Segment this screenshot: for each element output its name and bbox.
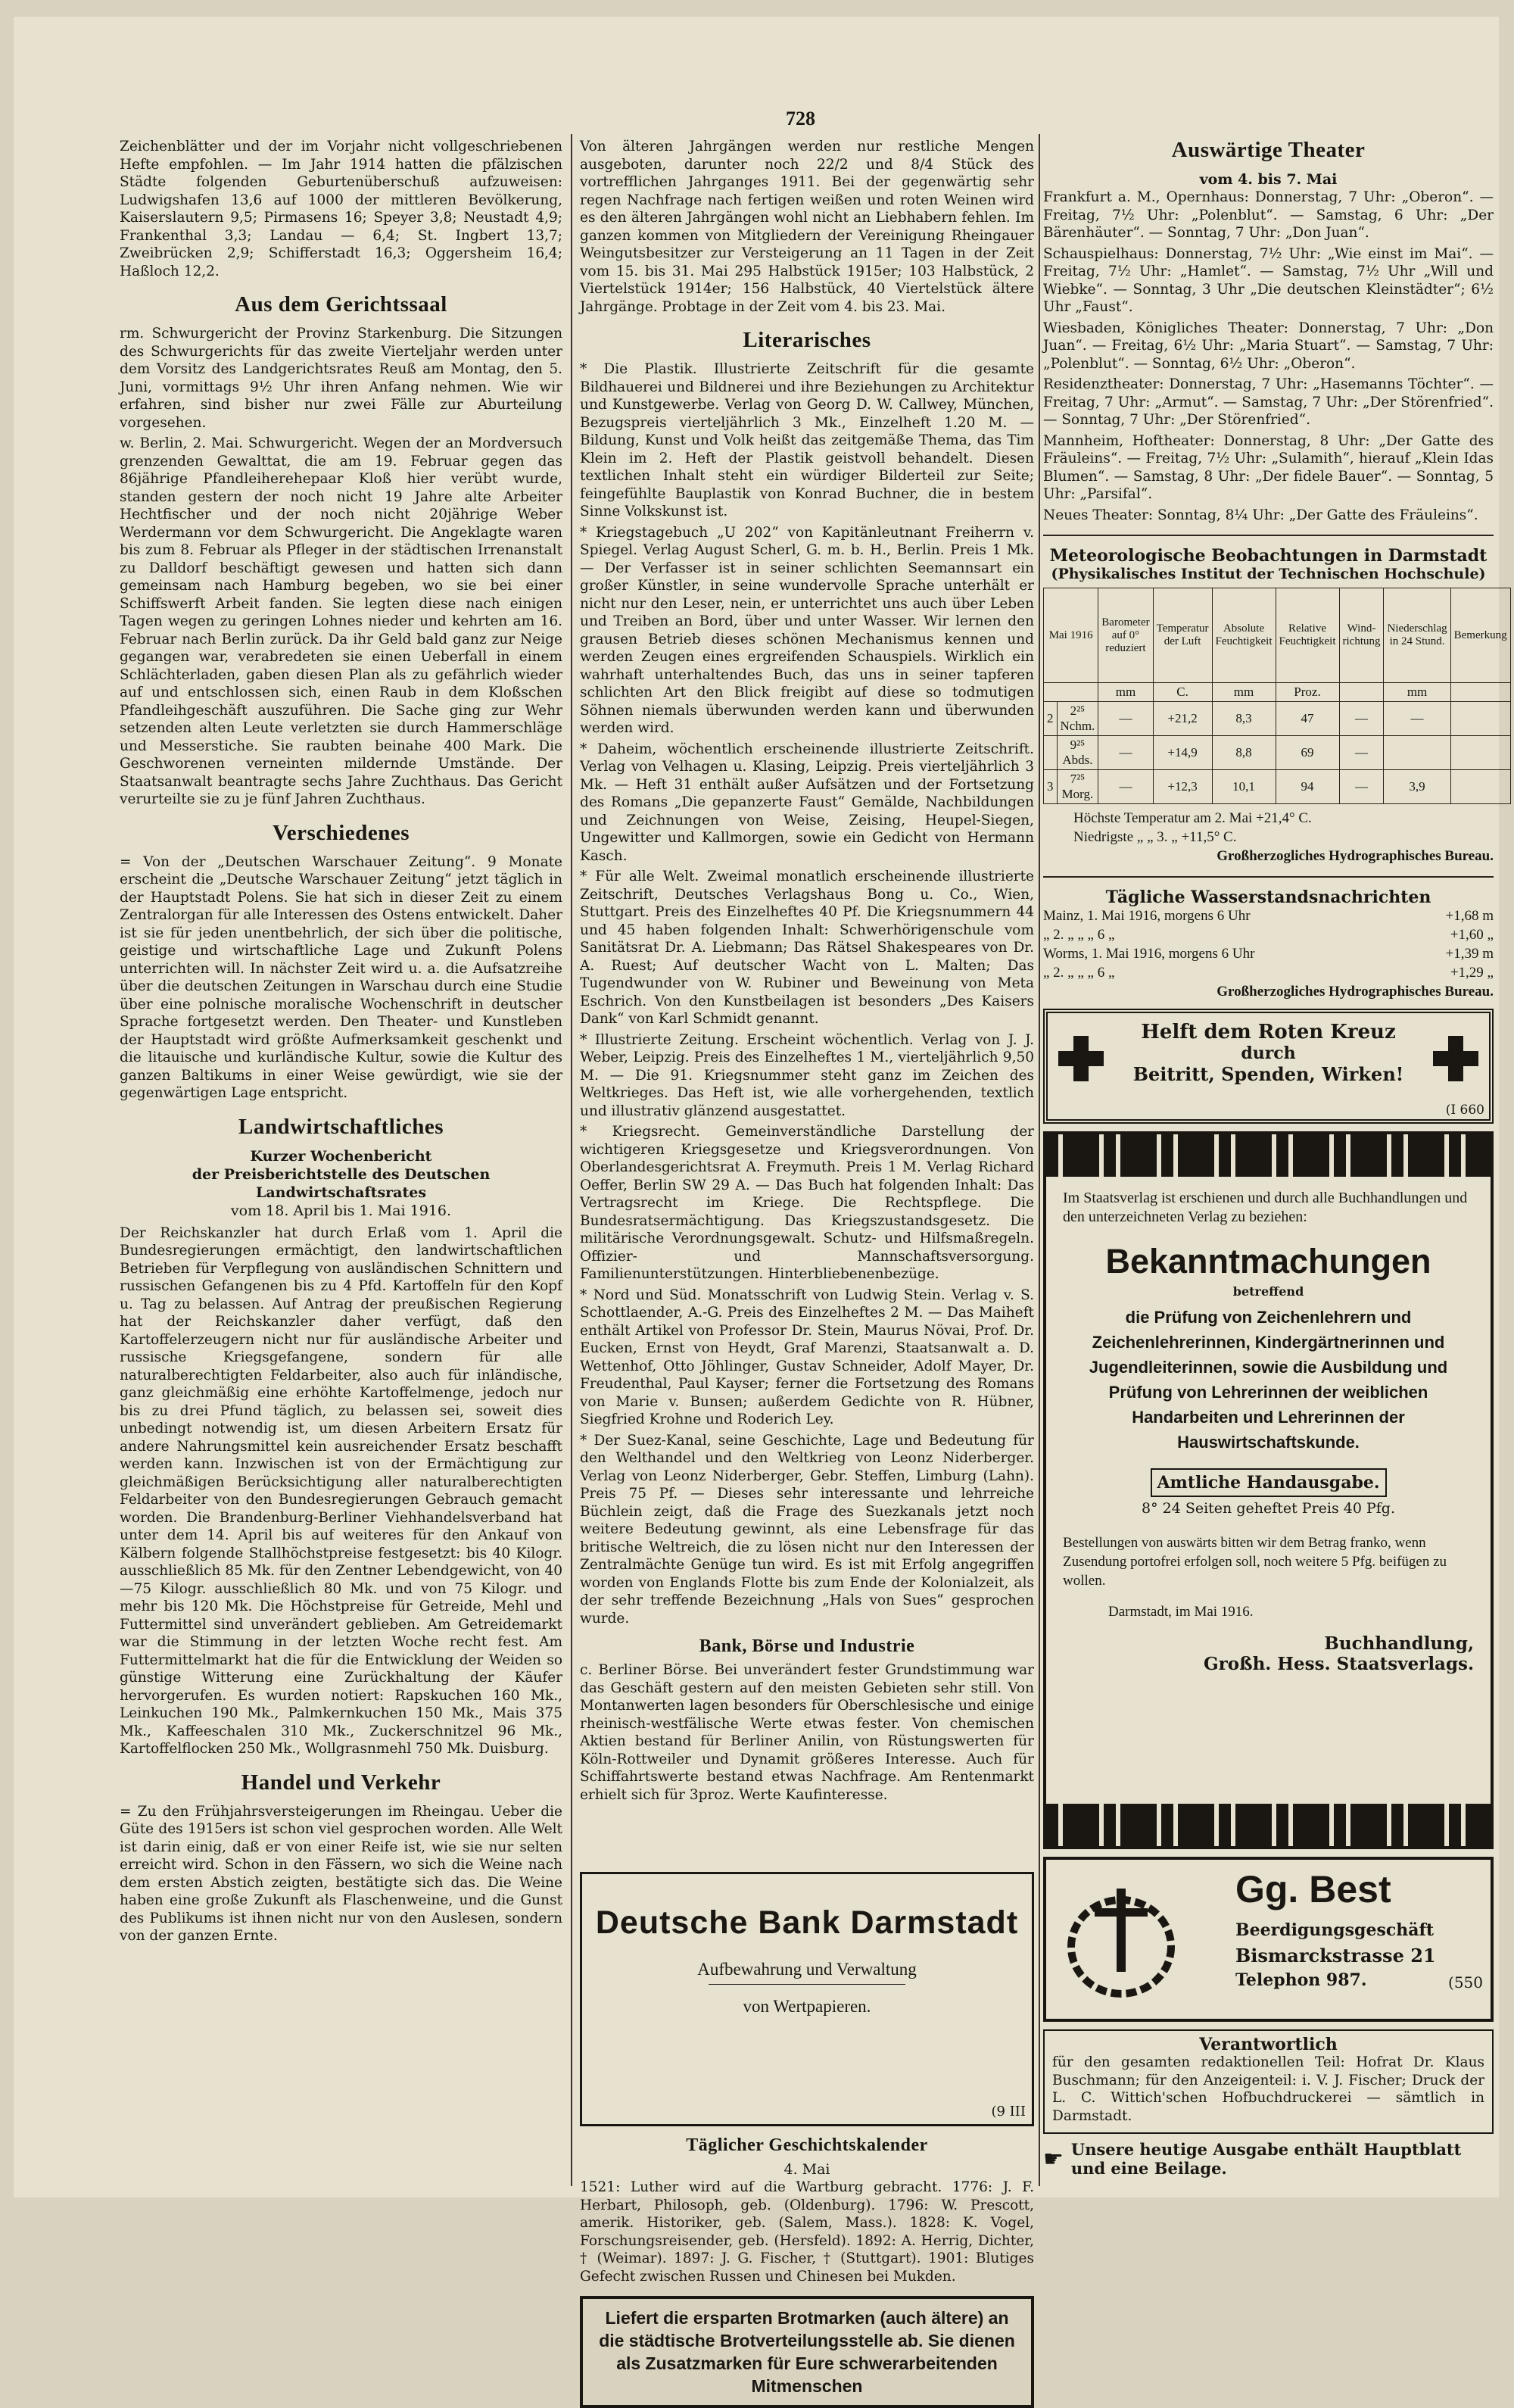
theater-mannheim: Mannheim, Hoftheater: Donnerstag, 8 Uhr: „Der Gatte des Fräuleins“. — Freitag, 7½ Uhr: „Sulamith“, hierauf „Klein Idas Blumen“. — Samstag, 8 Uhr: „Der fidele Bauer“. — Sonntag, 5 Uhr: „Parsifal“. [1043,432,1494,502]
footer-note-text: Unsere heutige Ausgabe enthält Hauptblatt und eine Beilage. [1070,2140,1462,2178]
verlag-betreffend: betreffend [1232,1284,1304,1299]
wasserstand-label: „ 2. „ „ „ 6 „ [1043,927,1115,943]
bank-ad-title: Deutsche Bank Darmstadt [595,1904,1019,1941]
met-cell: 2 [1044,702,1058,736]
ornament-band [1046,1804,1491,1846]
met-cell [1044,736,1058,770]
heading-handel-verkehr: Handel und Verkehr [241,1770,441,1795]
verantwortlich-title: Verantwortlich [1199,2035,1338,2054]
column-1 [120,138,562,2182]
met-header-barometer: Barometer auf 0° reduziert [1098,588,1153,683]
verlag-bestellungen: Bestellungen von auswärts bitten wir dem Betrag franko, wenn Zusendung portofrei erfolgen soll, noch weitere 5 Pfg. beifügen zu wollen. [1063,1535,1447,1589]
theater-schauspielhaus: Schauspielhaus: Donnerstag, 7½ Uhr: „Wie einst im Mai“. — Freitag, 7½ Uhr: „Hamlet“. — Samstag, 7½ Uhr „Will und Wiebke“. — Sonntag, 3 Uhr „Die deutschen Kleinstädter“; 6½ Uhr „Faust“. [1043,245,1494,315]
heading-landwirtschaftliches: Landwirtschaftliches [238,1114,444,1139]
verlag-signatur-1: Buchhandlung, [1324,1633,1474,1654]
best-line-1: Beerdigungsgeschäft [1235,1920,1435,1940]
column-rule-1 [571,134,572,2186]
met-cell: 3,9 [1384,770,1450,804]
met-header-wind: Wind-richtung [1339,588,1384,683]
table-row [1044,770,1511,804]
met-header-abs-feuchte: Absolute Feuchtigkeit [1212,588,1276,683]
met-unit [1339,683,1384,702]
met-unit: mm [1098,683,1153,702]
heading-auswaertige-theater: Auswärtige Theater [1171,138,1366,162]
best-name: Gg. Best [1235,1868,1391,1910]
paragraph-fuer-alle-welt: * Für alle Welt. Zweimal monatlich erscheinende illustrierte Zeitschrift, Deutsches Verlagshaus Bong u. Co., Wien, Stuttgart. Preis des Einzelheftes 40 Pf. Die Kriegsnummern 44 und 45 haben folgenden Inhalt: Schwerhörigenschule vom Sanitätsrat Dr. A. Liebmann; Das Rätsel Shakespeares von Dr. A. Ruest; Auf deutscher Wacht von L. Malten; Das Tugendwunder von W. Rubiner und Beweinung von Meta Eschrich. Von den Kunstbeilagen ist besonders „Des Kaisers Dank“ von Karl Schmidt genannt. [580,869,1034,1027]
paragraph-wochenbericht: Der Reichskanzler hat durch Erlaß vom 1. April die Bundesregierungen ermächtigt, den landwirtschaftlichen Betrieben für Verpflegung von ausländischen Schnittern und russischen Gefangenen bis zu 4 Pfd. Kartoffeln für den Kopf u. Tag zu belassen. Auf Antrag der preußischen Regierung hat der Reichskanzler daher verfügt, daß den Kartoffelerzeugern nicht nur für ausländische Arbeiter und russische Kriegsgefangene, sondern für alle naturalberechtigten Feldarbeiter, also auch für inländische, ganz gleichmäßig eine erhöhte Kartoffelmenge, jedoch nur bis zu drei Pfund täglich, zu belassen sei, soweit dies unbedingt notwendig ist, um diesen Arbeitern Ersatz für andere Nahrungsmittel kein ausreichender Ersatz beschafft werden kann. Inzwischen ist von der Ermächtigung zur gleichmäßigen Berücksichtigung aller naturalberechtigten Feldarbeiter von den Bundesregierungen Gebrauch gemacht worden. Die Brandenburg-Berliner Viehhandelsverband hat unter dem 14. April bis auf weiteres für den Ankauf von Kälbern folgende Stallhöchstpreise festgesetzt: bis 40 Kilogr. ausschließlich 85 Mk. für den Zentner Lebendgewicht, von 40—75 Kilogr. ausschließlich 80 Mk. und von 75 Kilogr. und mehr bis 120 Mk. Die Höchstpreise für Getreide, Mehl und Futtermittel sind unverändert geblieben. Am Getreidemarkt war die Stimmung in der letzten Woche recht fest. Am Futtermittelmarkt hat die für die Entwicklung der Weiden so günstige Witterung eine Zurückhaltung der Käufer hervorgerufen. Es wurden notiert: Rapskuchen 160 Mk., Leinkuchen 190 Mk., Palmkernkuchen 150 Mk., Mais 375 Mk., Kaffeeschalen 310 Mk., Zuckerschnitzel 96 Mk., Kartoffelflocken 250 Mk., Wollgrasnmehl 750 Mk. Duisburg. [120,1224,562,1757]
red-cross-line-2: durch [1241,1043,1296,1063]
verlag-preis: 8° 24 Seiten geheftet Preis 40 Pfg. [1141,1500,1396,1517]
paragraph-plastik: * Die Plastik. Illustrierte Zeitschrift für die gesamte Bildhauerei und Bildnerei und ihre Beziehungen zu Architektur und Kunstgewerbe. Verlag von Georg D. W. Callwey, München, Bezugspreis vierteljährlich 3 Mk., Einzelheft 1.20 M. — Bildung, Kunst und Volk heißt das zeitgemäße Thema, das Tim Klein im 2. Heft der Plastik geistvoll behandelt. Diesen textlichen Inhalt steht ein würdiger Bilderteil zur Seite; feingefühlte Bauplastik von Konrad Buchner, die in bestem Sinne Volkskunst ist. [580,361,1034,519]
heading-bank-boerse: Bank, Börse und Industrie [699,1636,915,1656]
paragraph-warschauer-zeitung: = Von der „Deutschen Warschauer Zeitung“. 9 Monate erscheint die „Deutsche Warschauer Zeitung“ jetzt täglich in der Hauptstadt Polens. Sie hat sich in dieser Zeit zu einem Zentralorgan für alle Interessen des Ostens entwickelt. Daher ist sie für jeden unentbehrlich, der sich über die politische, geistige und wirtschaftliche Lage und Zukunft Polens unterrichten will. In nächster Zeit wird u. a. die Aufsatzreihe über die deutschen Zeitungen in Warschau durch eine Studie über eine polnische moralische Wochenschrift in deutscher Sprache fortgesetzt werden. Den Theater- und Kunstleben der Hauptstadt wird größte Aufmerksamkeit geschenkt und die litauische und kurländische Kultur, sowie die Kultur des ganzen Baltikums in einer Weise gewürdigt, wie sie der gegenwärtigen Lage entspricht. [120,853,562,1101]
wasserstand-row [1043,963,1494,982]
met-cell: 8,3 [1212,702,1276,736]
landw-subtitle-1: Kurzer Wochenbericht [250,1147,432,1165]
met-cell: — [1339,702,1384,736]
theater-wiesbaden: Wiesbaden, Königliches Theater: Donnerstag, 7 Uhr: „Don Juan“. — Freitag, 6½ Uhr: „Maria Stuart“. — Samstag, 7 Uhr: „Polenblut“. — Sonntag, 6½ Uhr: „Oberon“. [1043,320,1494,372]
met-cell: — [1098,736,1153,770]
heading-verschiedenes: Verschiedenes [272,820,410,845]
column-rule-2 [1039,134,1040,2186]
meteorology-table [1043,588,1511,804]
heading-geschichtskalender: Täglicher Geschichtskalender [686,2135,928,2155]
page-number: 728 [786,108,815,129]
met-cell [1450,702,1510,736]
met-unit: mm [1212,683,1276,702]
bank-ad-line-1: Aufbewahrung und Verwaltung [697,1960,917,1979]
met-cell: — [1384,702,1450,736]
wasserstand-row [1043,944,1494,963]
divider [1043,876,1494,878]
met-max: Höchste Temperatur am 2. Mai +21,4° C. [1073,810,1312,826]
met-cell: 94 [1276,770,1339,804]
met-header-mai: Mai 1916 [1044,588,1098,683]
wasserstand-label: Mainz, 1. Mai 1916, morgens 6 Uhr [1043,908,1251,924]
met-unit: C. [1153,683,1212,702]
table-row [1044,736,1511,770]
met-header-bemerkung: Bemerkung [1450,588,1510,683]
met-cell: — [1339,770,1384,804]
met-cell [1450,770,1510,804]
verlag-ort-datum: Darmstadt, im Mai 1916. [1108,1604,1254,1620]
paragraph-kalender: 1521: Luther wird auf die Wartburg gebracht. 1776: J. F. Herbart, Philosoph, geb. (Oldenburg). 1796: W. Prescott, amerik. Historiker, geb. (Salem, Mass.). 1828: K. Vogel, Forschungsreisender, geb. (Hersfeld). 1892: A. Herrig, Dichter, † (Weimar). 1897: J. G. Fischer, † (Stuttgart). 1901: Blutiges Gefecht zwischen Russen und Chinesen bei Mukden. [580,2179,1034,2285]
theater-frankfurt: Frankfurt a. M., Opernhaus: Donnerstag, 7 Uhr: „Oberon“. — Freitag, 7½ Uhr: „Polenblut“. — Samstag, 6 Uhr: „Der Bärenhäuter“. — Sonntag, 7 Uhr: „Don Juan“. [1043,189,1494,241]
red-cross-line-3: Beitritt, Spenden, Wirken! [1132,1063,1404,1085]
landw-subtitle-2: der Preisberichtstelle des Deutschen Landwirtschaftsrates [192,1165,491,1201]
wasserstand-value: +1,39 m [1445,946,1494,962]
best-funeral-ad [1043,1857,1494,2022]
verantwortlich-box [1043,2029,1494,2134]
cross-icon [1058,1036,1104,1081]
met-cell: — [1098,770,1153,804]
met-cell: 3 [1044,770,1058,804]
column-3 [1043,138,1507,2182]
wasserstand-value: +1,29 „ [1450,965,1494,981]
wreath-icon [1057,1875,1185,2004]
paragraph-suez-kanal: * Der Suez-Kanal, seine Geschichte, Lage und Bedeutung für den Welthandel und den Weltkrieg von Leonz Niderberger. Verlag von Leonz Niderberger, Gebr. Steffen, Limburg (Lahn). Preis 75 Pf. — Dieses sehr interessante und lehrreiche Büchlein zeigt, daß die Frage des Suezkanals jetzt noch weitere Bedeutung gewinnt, als eine Lebensfrage für das britische Weltreich, die zu lösen nicht nur den Interessen der Zentralmächte Genüge tun wird. Es ist mit Erfolg angegriffen worden von Englands Flotte bis zum Ende der Kolonialzeit, als der sehr treffende Bezeichnung „Hals von Sues“ gesprochen wurde. [580,1432,1034,1627]
met-cell: — [1098,702,1153,736]
paragraph-illustrierte-zeitung: * Illustrierte Zeitung. Erscheint wöchentlich. Verlag von J. J. Weber, Leipzig. Preis des Einzelheftes 1 M., vierteljährlich 9,50 M. — Die 91. Kriegsnummer steht ganz im Zeichen des Weltkrieges. Das Heft ist, wie alle vorhergehenden, textlich und illustrativ glänzend ausgestattet. [580,1031,1034,1119]
met-unit: mm [1384,683,1450,702]
paragraph-rheingau: = Zu den Frühjahrsversteigerungen im Rheingau. Ueber die Güte des 1915ers ist schon viel gesprochen worden. Alle Welt ist darin einig, daß er von einer Reife ist, wie sie nur selten erreicht wird. Schon in den Fässern, wo sich die Weine nach dem ersten Abstich zeigten, bestätigte sich das. Die Weine haben eine große Zukunft als Flaschenweine, und die Gunst des Publikums ist ihnen nicht nur von den Auslesen, sondern von der ganzen Ernte. [120,1803,562,1944]
met-cell: 8,8 [1212,736,1276,770]
divider [1043,535,1494,536]
kalender-date: 4. Mai [783,2161,830,2178]
bank-ad-code: (9 III [991,2104,1026,2119]
red-cross-line-1: Helft dem Roten Kreuz [1141,1021,1396,1043]
met-unit [1044,683,1098,702]
theater-dates: vom 4. bis 7. Mai [1199,171,1338,188]
brotmarken-ad [580,2296,1034,2408]
paragraph-daheim: * Daheim, wöchentlich erscheinende illustrierte Zeitschrift. Verlag von Velhagen u. Klasing, Leipzig. Preis vierteljährlich 3 Mk. — Heft 31 enthält außer Aufsätzen und der Fortsetzung des Romans „Die gepanzerte Faust“ Gemälde, Nachbildungen und Zeichnungen von Weise, Zeising, Heupel-Siegen, Ungewitter und Kallmorgen, sowie ein Gedicht von Hermann Kasch. [580,741,1034,864]
verlag-title: Bekanntmachungen [1105,1242,1431,1280]
met-header-niederschlag: Niederschlag in 24 Stund. [1384,588,1450,683]
met-cell: — [1339,736,1384,770]
verlag-body: die Prüfung von Zeichenlehrern und Zeichenlehrerinnen, Kindergärtnerinnen und Jugendleiterinnen, sowie die Ausbildung und Prüfung von Lehrerinnen der weiblichen Handarbeiten und Lehrerinnen der Hauswirtschaftskunde. [1089,1308,1448,1452]
deutsche-bank-ad [580,1872,1034,2126]
theater-neues: Neues Theater: Sonntag, 8¼ Uhr: „Der Gatte des Fräuleins“. [1043,507,1478,523]
paragraph-nord-und-sued: * Nord und Süd. Monatsschrift von Ludwig Stein. Verlag v. S. Schottlaender, A.-G. Preis des Einzelheftes 2 M. — Das Maiheft enthält Artikel von Professor Dr. Stein, Maurus Növai, Prof. Dr. Eucken, Ernst von Heydt, Graf Marenzi, Staatsanwalt a. D. Wettenhof, Otto Jöhlinger, Gustav Schneider, Adolf Mayer, Dr. Freudenthal, Paul Kayser; ferner die Fortsetzung des Romans von Marie v. Bunsen; außerdem Gedichte von R. Hübner, Siegfried Krohne und Roderich Ley. [580,1287,1034,1427]
met-cell: 7²⁵ Morg. [1057,770,1098,804]
paragraph-berliner-boerse: c. Berliner Börse. Bei unverändert fester Grundstimmung war das Geschäft gestern auf den meisten Gebieten sehr still. Von Montanwerten lagen besonders für Oberschlesische und einige rheinisch-westfälische Werte etwas fester. Von chemischen Aktien bestand für Berliner Anilin, von Rüstungswerten für Köln-Rottweiler und Dynamit größeres Interesse. Auch für Schiffahrtswerte bestand etwas Nachfrage. Am Rentenmarkt erhielt sich für 3proz. Werte Kaufinteresse. [580,1662,1034,1803]
met-cell: 10,1 [1212,770,1276,804]
wasserstand-value: +1,60 „ [1450,927,1494,943]
met-cell: +14,9 [1153,736,1212,770]
met-cell: 47 [1276,702,1339,736]
met-cell: 9²⁵ Abds. [1057,736,1098,770]
bank-ad-divider [709,1984,905,1985]
meteorology-title: Meteorologische Beobachtungen in Darmstadt [1049,546,1488,566]
column-2 [580,138,1034,2396]
brotmarken-text: Liefert die ersparten Brotmarken (auch ältere) an die städtische Brotverteilungsstelle ab. Sie dienen als Zusatzmarken für Eure schwerarbeitenden Mitmenschen [599,2308,1015,2396]
paragraph-schwurgericht: rm. Schwurgericht der Provinz Starkenburg. Die Sitzungen des Schwurgerichts für das zweite Vierteljahr werden unter dem Vorsitz des Landgerichtsrates Reuß am Montag, den 5. Juni, vormittags 9½ Uhr ihren Anfang nehmen. Wie wir erfahren, sind bisher nur zwei Fälle zur Aburteilung vorgesehen. [120,326,562,431]
paragraph-weinversteigerung: Von älteren Jahrgängen werden nur restliche Mengen ausgeboten, darunter noch 22/2 und 8/4 Stück des vortrefflichen Jahrganges 1911. Bei der gegenwärtig sehr regen Nachfrage nach fertigen weißen und roten Weinen wird es den älteren Jahrgängen wohl nicht an Liebhabern fehlen. Im ganzen kommen von Mitgliedern der Vereinigung Rheingauer Weingutsbesitzer zur Versteigerung an 11 Tagen in der Zeit vom 15. bis 31. Mai 295 Halbstück 1915er; 103 Halbstück, 2 Viertelstück 1914er; 156 Halbstück, 40 Viertelstück ältere Jahrgänge. Probtage in der Zeit vom 4. bis 23. Mai. [580,139,1034,315]
staatsverlag-ad [1043,1131,1494,1849]
paragraph-kriegstagebuch: * Kriegstagebuch „U 202“ von Kapitänleutnant Freiherrn v. Spiegel. Verlag August Scherl, G. m. b. H., Berlin. Preis 1 Mk. — Der Verfasser ist in seiner schlichten Seemannsart ein großer Künstler, in seine wundervolle Sprache unterhält er nicht nur den Leser, nein, er unterrichtet uns auch über Leben und Treiben an Bord, über und unter Wasser. Wir lernen den grausen Betrieb dieses schönen Mechanismus kennen und werden Zeugen eines ergreifenden Schauspiels. Wirklich ein wahrhaft unterhaltendes Buch, das uns in seiner tapferen schlichten Art den Blick freigibt auf diese so todmutigen Söhnen niemals überwunden werden kann und überwunden werden wird. [580,524,1034,736]
met-unit: Proz. [1276,683,1339,702]
met-header-temperatur: Temperatur der Luft [1153,588,1212,683]
verantwortlich-text: für den gesamten redaktionellen Teil: Hofrat Dr. Klaus Buschmann; für den Anzeigenteil: i. V. J. Fischer; Druck der L. C. Wittich'schen Hofbuchdruckerei — sämtlich in Darmstadt. [1052,2054,1484,2124]
best-line-2: Bismarckstrasse 21 [1235,1945,1436,1967]
met-cell: +21,2 [1153,702,1212,736]
newspaper-page [14,17,1507,2396]
wasserstand-source: Großherzogliches Hydrographisches Bureau. [1216,984,1494,1000]
table-row [1044,702,1511,736]
wasserstand-value: +1,68 m [1445,908,1494,924]
wasserstand-label: Worms, 1. Mai 1916, morgens 6 Uhr [1043,946,1255,962]
met-cell [1450,736,1510,770]
wasserstand-row [1043,906,1494,925]
best-line-3: Telephon 987. [1235,1970,1367,1990]
wasserstand-row [1043,925,1494,944]
verlag-ausgabe: Amtliche Handausgabe. [1151,1468,1387,1497]
red-cross-code: (I 660 [1445,1103,1484,1118]
footer-note [1043,2140,1494,2178]
cross-icon [1433,1036,1478,1081]
met-cell [1384,736,1450,770]
heading-gerichtssaal: Aus dem Gerichtssaal [235,292,447,317]
ornament-band [1046,1134,1491,1177]
pointing-hand-icon: ☛ [1043,2145,1064,2173]
bank-ad-line-2: von Wertpapieren. [743,1997,871,2016]
paragraph-kriegsrecht: * Kriegsrecht. Gemeinverständliche Darstellung der wichtigeren Kriegsgesetze und Kriegsverordnungen. Von Oberlandesgerichtsrat A. Freymuth. Preis 1 M. Verlag Richard Oeffer, Berlin SW 29 A. — Das Buch hat folgenden Inhalt: Das Vertragsrecht im Kriege. Die Rechtspflege. Die Bundesratsermächtigung. Das Kriegszustandsgesetz. Die militärische Verordnungsgewalt. Schutz- und Hilfsmaßregeln. Offizier- und Mannschaftsversorgung. Familienunterstützungen. Hinterbliebenenbezüge. [580,1124,1034,1282]
red-cross-ad [1043,1009,1494,1124]
best-code: (550 [1448,1973,1483,1992]
meteorology-subtitle: (Physikalisches Institut der Technischen Hochschule) [1051,566,1486,582]
met-header-rel-feuchte: Relative Feuchtigkeit [1276,588,1339,683]
met-cell: 2²⁵ Nchm. [1057,702,1098,736]
wasserstand-label: „ 2. „ „ „ 6 „ [1043,965,1115,981]
met-min: Niedrigste „ „ 3. „ +11,5° C. [1073,829,1237,845]
met-source: Großherzogliches Hydrographisches Bureau. [1216,848,1494,864]
landw-subtitle-3: vom 18. April bis 1. Mai 1916. [230,1202,452,1219]
heading-literarisches: Literarisches [743,328,871,352]
verlag-intro: Im Staatsverlag ist erschienen und durch alle Buchhandlungen und den unterzeichneten Verlag zu beziehen: [1063,1190,1468,1225]
paragraph-geburten: Zeichenblätter und der im Vorjahr nicht vollgeschriebenen Hefte empfohlen. — Im Jahr 1914 hatten die pfälzischen Städte folgenden Geburtenüberschuß aufzuweisen: Ludwigshafen 13,6 auf 1000 der mittleren Bevölkerung, Kaiserslautern 9,5; Pirmasens 16; Speyer 3,8; Neustadt 4,9; Frankenthal 3,3; Landau — 6,4; St. Ingbert 13,7; Zweibrücken 2,9; Schifferstadt 16,3; Oggersheim 16,4; Haßloch 12,2. [120,139,562,279]
met-cell: +12,3 [1153,770,1212,804]
theater-residenz: Residenztheater: Donnerstag, 7 Uhr: „Hasemanns Töchter“. — Freitag, 7 Uhr: „Armut“. — Samstag, 7 Uhr: „Der Störenfried“. — Sonntag, 7 Uhr: „Der Störenfried“. [1043,376,1494,428]
verlag-signatur-2: Großh. Hess. Staatsverlags. [1204,1654,1474,1674]
paragraph-berlin-mord: w. Berlin, 2. Mai. Schwurgericht. Wegen der an Mordversuch grenzenden Gewalttat, die am 19. Februar gegen das 86jährige Pfandleiherehepaar Kloß hier verübt wurde, standen gestern der noch nicht 19 Jahre alte Arbeiter Hechtfischer und der noch nicht 20jährige Weber Werdermann vor dem Schwurgericht. Die Angeklagte waren bis zum 8. Februar als Pfleger in der städtischen Irrenanstalt zu Dalldorf beschäftigt gewesen und hatten sich dann gemeinsam nach Hamburg begeben, wo sie bei einer Schiffswerft Arbeit fanden. Sie legten diese nach einigen Tagen wegen zu geringen Lohnes nieder und kehrten am 16. Februar nach Berlin zurück. Da ihr Geld bald ganz zur Neige gegangen war, verabredeten sie einen Ueberfall in einem Schlächterladen, gaben diesen Plan als zu gefährlich wieder auf und entschlossen sich, einen Raub in dem Kloßschen Pfandleihgeschäft auszuführen. Die Sache ging zur Wehr setzenden alten Leute verletzten sie durch Hammerschläge und Messerstiche. Sie raubten beinahe 400 Mark. Die Geschworenen verneinten mildernde Umstände. Der Staatsanwalt beantragte sechs Jahre Zuchthaus. Das Gericht verurteilte sie zu je fünf Jahren Zuchthaus. [120,435,562,807]
wasserstand-title: Tägliche Wasserstandsnachrichten [1105,887,1431,907]
met-unit [1450,683,1510,702]
met-cell: 69 [1276,736,1339,770]
